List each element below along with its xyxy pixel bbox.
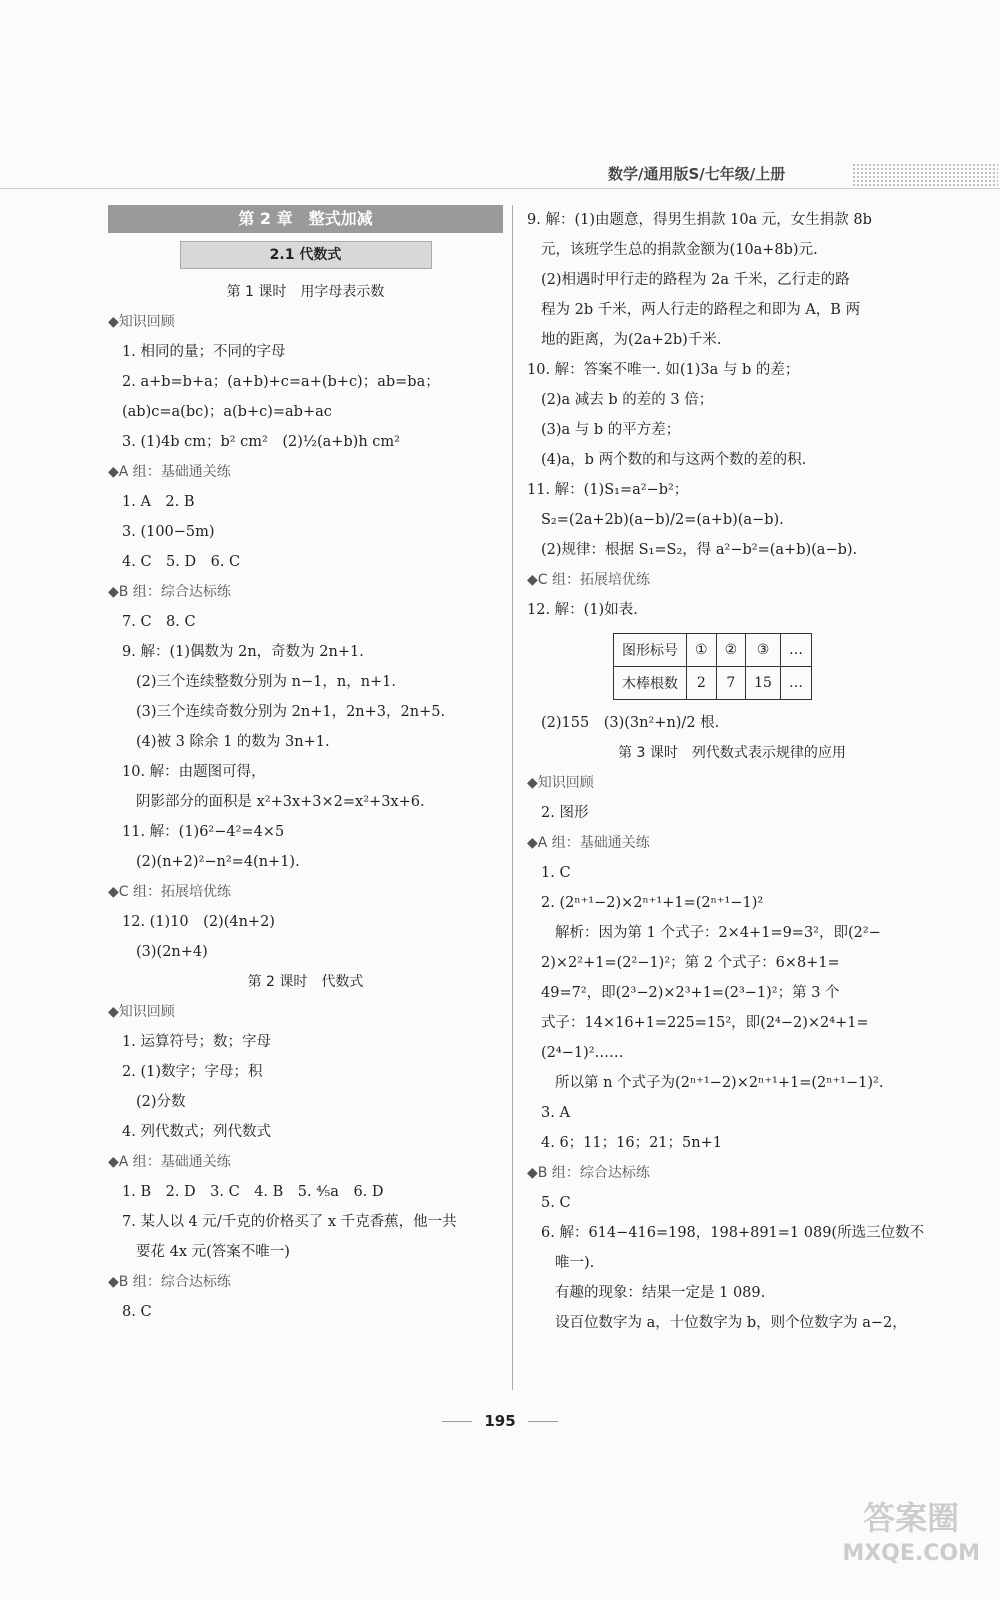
lesson-title: 第 1 课时 用字母表示数: [226, 284, 385, 300]
answer-line: 元，该班学生总的捐款金额为(10a+8b)元.: [541, 242, 818, 258]
answer-line: (2)规律：根据 S₁=S₂，得 a²−b²=(a+b)(a−b).: [541, 542, 858, 558]
answer-line: 7. C 8. C: [122, 614, 196, 630]
group-label: ◆A 组：基础通关练: [108, 1154, 231, 1170]
answer-line: 8. C: [122, 1304, 152, 1320]
answer-line: 唯一).: [555, 1255, 595, 1271]
table-cell: 15: [746, 667, 781, 700]
table-cell: 图形标号: [614, 634, 687, 667]
answer-line: 1. 相同的量；不同的字母: [122, 344, 286, 360]
answer-line: 要花 4x 元(答案不唯一): [136, 1244, 290, 1260]
watermark-url: MXQE.COM: [842, 1541, 980, 1566]
header-dot-pattern: [852, 163, 998, 187]
group-label: ◆知识回顾: [108, 1004, 175, 1020]
answer-line: 2. (2ⁿ⁺¹−2)×2ⁿ⁺¹+1=(2ⁿ⁺¹−1)²: [541, 895, 764, 911]
answer-line: 3. (1)4b cm；b² cm² (2)½(a+b)h cm²: [122, 434, 400, 450]
group-label: ◆B 组：综合达标练: [108, 1274, 231, 1290]
chapter-title: 第 2 章 整式加减: [108, 205, 503, 233]
answer-line: 阴影部分的面积是 x²+3x+3×2=x²+3x+6.: [136, 794, 425, 810]
table-row: [614, 634, 812, 667]
answer-line: 4. C 5. D 6. C: [122, 554, 241, 570]
group-label: ◆知识回顾: [527, 775, 594, 791]
answer-line: (3)三个连续奇数分别为 2n+1，2n+3，2n+5.: [136, 704, 446, 720]
watermark-text: 答案圈: [863, 1499, 960, 1537]
header-rule: [0, 188, 1000, 189]
answer-line: 2. a+b=b+a；(a+b)+c=a+(b+c)；ab=ba；: [122, 374, 440, 390]
answer-line: 解析：因为第 1 个式子：2×4+1=9=3²，即(2²−: [555, 925, 881, 941]
answer-line: (2)(n+2)²−n²=4(n+1).: [136, 854, 300, 870]
table-cell: ③: [746, 634, 781, 667]
answer-line: 11. 解：(1)6²−4²=4×5: [122, 824, 285, 840]
answer-line: 9. 解：(1)由题意，得男生捐款 10a 元，女生捐款 8b: [527, 212, 872, 228]
answer-line: (2)155 (3)(3n²+n)/2 根.: [541, 715, 720, 731]
answer-line: S₂=(2a+2b)(a−b)/2=(a+b)(a−b).: [541, 512, 784, 528]
answer-line: 49=7²，即(2³−2)×2³+1=(2³−1)²；第 3 个: [541, 985, 840, 1001]
group-label: ◆C 组：拓展培优练: [527, 572, 650, 588]
answer-table: [613, 633, 812, 700]
answer-line: 设百位数字为 a，十位数字为 b，则个位数字为 a−2，: [555, 1315, 907, 1331]
answer-line: 1. C: [541, 865, 571, 881]
group-label: ◆A 组：基础通关练: [108, 464, 231, 480]
answer-line: 地的距离，为(2a+2b)千米.: [541, 332, 722, 348]
answer-line: (2⁴−1)²……: [541, 1045, 624, 1061]
section-title: 2.1 代数式: [180, 241, 432, 269]
answer-block: [527, 708, 937, 738]
answer-block: [527, 768, 937, 1338]
lesson-title: 第 3 课时 列代数式表示规律的应用: [618, 745, 846, 761]
answer-line: (2)三个连续整数分别为 n−1，n，n+1.: [136, 674, 397, 690]
answer-line: (2)相遇时甲行走的路程为 2a 千米，乙行走的路: [541, 272, 850, 288]
table-cell: 木棒根数: [614, 667, 687, 700]
answer-line: (4)被 3 除余 1 的数为 3n+1.: [136, 734, 330, 750]
table-cell: 7: [716, 667, 746, 700]
answer-line: (3)(2n+4): [136, 944, 208, 960]
answer-line: 6. 解：614−416=198，198+891=1 089(所选三位数不: [541, 1225, 925, 1241]
column-divider: [512, 205, 513, 1390]
answer-line: 12. (1)10 (2)(4n+2): [122, 914, 275, 930]
table-cell: 2: [687, 667, 717, 700]
answer-block: [108, 997, 503, 1327]
group-label: ◆知识回顾: [108, 314, 175, 330]
answer-line: 7. 某人以 4 元/千克的价格买了 x 千克香蕉，他一共: [122, 1214, 457, 1230]
table-cell: …: [780, 634, 811, 667]
answer-line: 5. C: [541, 1195, 571, 1211]
answer-line: (3)a 与 b 的平方差；: [541, 422, 681, 438]
group-label: ◆C 组：拓展培优练: [108, 884, 231, 900]
answer-line: 11. 解：(1)S₁=a²−b²；: [527, 482, 689, 498]
answer-line: 1. B 2. D 3. C 4. B 5. ⁴⁄₅a 6. D: [122, 1184, 384, 1200]
group-label: ◆B 组：综合达标练: [108, 584, 231, 600]
answer-line: (4)a，b 两个数的和与这两个数的差的积.: [541, 452, 807, 468]
answer-block: [108, 307, 503, 967]
page-number: 195: [0, 1412, 1000, 1430]
answer-line: 3. (100−5m): [122, 524, 215, 540]
answer-line: (2)a 减去 b 的差的 3 倍；: [541, 392, 714, 408]
table-cell: ②: [716, 634, 746, 667]
right-column: [527, 205, 937, 1338]
answer-line: 10. 解：答案不唯一. 如(1)3a 与 b 的差；: [527, 362, 800, 378]
table-row: [614, 667, 812, 700]
answer-line: 10. 解：由题图可得，: [122, 764, 266, 780]
answer-line: (ab)c=a(bc)；a(b+c)=ab+ac: [122, 404, 332, 420]
answer-line: 2)×2²+1=(2²−1)²；第 2 个式子：6×8+1=: [541, 955, 840, 971]
answer-line: 1. 运算符号；数；字母: [122, 1034, 271, 1050]
answer-line: 2. (1)数字；字母；积: [122, 1064, 263, 1080]
answer-line: 式子：14×16+1=225=15²，即(2⁴−2)×2⁴+1=: [541, 1015, 869, 1031]
answer-line: 4. 6；11；16；21；5n+1: [541, 1135, 722, 1151]
answer-line: 1. A 2. B: [122, 494, 195, 510]
table-cell: …: [780, 667, 811, 700]
answer-line: (2)分数: [136, 1094, 186, 1110]
group-label: ◆B 组：综合达标练: [527, 1165, 650, 1181]
answer-line: 程为 2b 千米，两人行走的路程之和即为 A，B 两: [541, 302, 861, 318]
table-cell: ①: [687, 634, 717, 667]
answer-line: 12. 解：(1)如表.: [527, 602, 638, 618]
running-header: 数学/通用版S/七年级/上册: [608, 165, 786, 183]
answer-line: 3. A: [541, 1105, 570, 1121]
answer-line: 2. 图形: [541, 805, 589, 821]
answer-line: 9. 解：(1)偶数为 2n，奇数为 2n+1.: [122, 644, 364, 660]
left-column: [108, 205, 503, 1327]
answer-line: 所以第 n 个式子为(2ⁿ⁺¹−2)×2ⁿ⁺¹+1=(2ⁿ⁺¹−1)².: [555, 1075, 884, 1091]
answer-line: 4. 列代数式；列代数式: [122, 1124, 271, 1140]
answer-line: 有趣的现象：结果一定是 1 089.: [555, 1285, 766, 1301]
answer-block: [527, 205, 937, 625]
lesson-title: 第 2 课时 代数式: [247, 974, 364, 990]
watermark-logo: [842, 1500, 980, 1572]
group-label: ◆A 组：基础通关练: [527, 835, 650, 851]
